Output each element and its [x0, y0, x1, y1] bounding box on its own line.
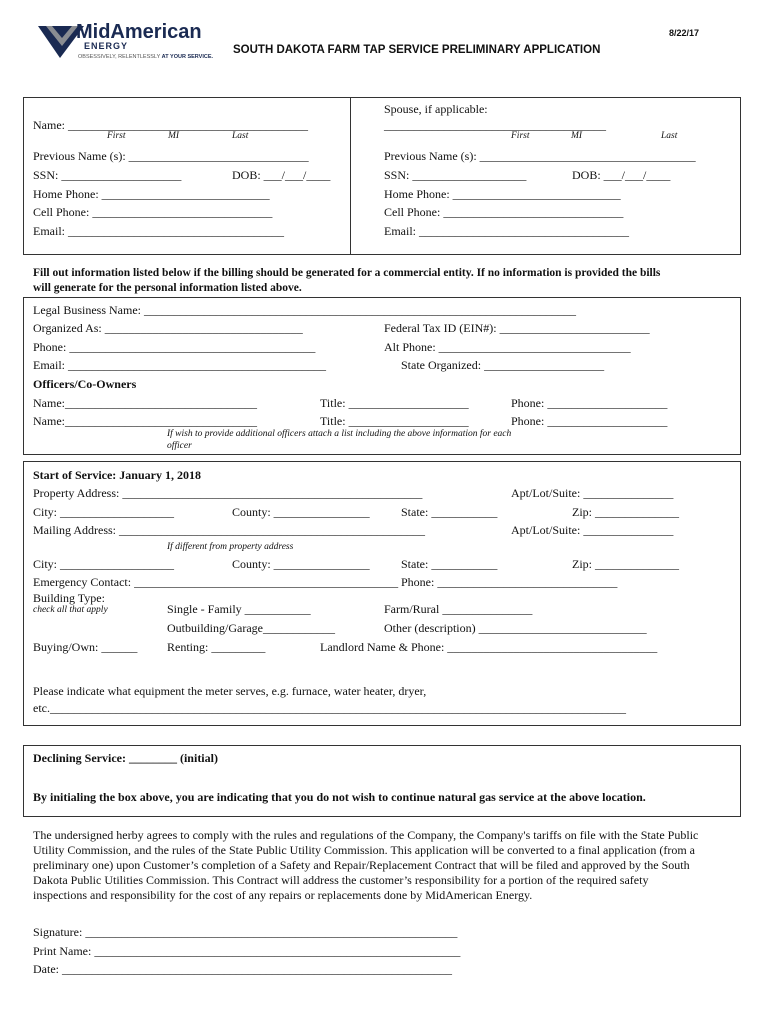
business-phone-field[interactable]: Phone: _________________________________________ [33, 340, 316, 354]
landlord-field[interactable]: Landlord Name & Phone: ___________________________________ [320, 640, 658, 654]
personal-divider [350, 97, 351, 255]
renting-field[interactable]: Renting: _________ [167, 640, 266, 654]
print-name-field[interactable]: Print Name: _____________________________________________________________ [33, 944, 461, 958]
property-apt-field[interactable]: Apt/Lot/Suite: _______________ [511, 486, 674, 500]
officer-note-line-1: If wish to provide additional officers attach a list including the above information for each [167, 429, 512, 439]
spouse-name-field[interactable]: _____________________________________ [384, 118, 606, 132]
officer-1-phone-field[interactable]: Phone: ____________________ [511, 396, 668, 410]
agreement-line-2: Utility Commission, and the rules of the State Public Utility Commission. This application will be converted to a final application (from a [33, 843, 696, 857]
logo-name: MidAmerican [76, 21, 202, 43]
declining-service-field[interactable]: Declining Service: ________ (initial) [33, 751, 218, 765]
spouse-first-label: First [511, 131, 530, 141]
agreement-line-3: preliminary one) upon Customer’s completion of a Safety and Repair/Replacement Contract that will be filed and approved by the South [33, 858, 690, 872]
spouse-ssn-field[interactable]: SSN: ___________________ [384, 168, 527, 182]
officers-heading: Officers/Co-Owners [33, 377, 137, 391]
date-code: 8/22/17 [669, 28, 700, 38]
officer-2-title-field[interactable]: Title: ____________________ [320, 414, 469, 428]
organized-as-field[interactable]: Organized As: _________________________________ [33, 321, 303, 335]
spouse-cell-phone-field[interactable]: Cell Phone: ______________________________ [384, 205, 624, 219]
spouse-heading: Spouse, if applicable: [384, 102, 488, 116]
property-state-field[interactable]: State: ___________ [401, 505, 498, 519]
agreement-line-1: The undersigned herby agrees to comply with the rules and regulations of the Company, the Company's tariffs on file with the State Public [33, 828, 699, 842]
officer-note-line-2: officer [167, 441, 192, 451]
dob-field[interactable]: DOB: ___/___/____ [232, 168, 331, 182]
ssn-field[interactable]: SSN: ____________________ [33, 168, 182, 182]
name-field[interactable]: Name: ________________________________________ [33, 118, 308, 132]
property-zip-field[interactable]: Zip: ______________ [572, 505, 679, 519]
cell-phone-field[interactable]: Cell Phone: ______________________________ [33, 205, 273, 219]
mailing-note: If different from property address [167, 542, 294, 552]
spouse-home-phone-field[interactable]: Home Phone: ____________________________ [384, 187, 621, 201]
spouse-mi-label: MI [571, 131, 583, 141]
email-field[interactable]: Email: ____________________________________ [33, 224, 284, 238]
previous-name-field[interactable]: Previous Name (s): ______________________________ [33, 149, 309, 163]
signature-field[interactable]: Signature: ______________________________________________________________ [33, 925, 458, 939]
single-family-option[interactable]: Single - Family ___________ [167, 602, 311, 616]
name-last-label: Last [232, 131, 249, 141]
farm-rural-option[interactable]: Farm/Rural _______________ [384, 602, 533, 616]
business-alt-phone-field[interactable]: Alt Phone: ________________________________ [384, 340, 631, 354]
ein-field[interactable]: Federal Tax ID (EIN#): _________________________ [384, 321, 650, 335]
equipment-question: Please indicate what equipment the meter serves, e.g. furnace, water heater, dryer, [33, 684, 427, 698]
mailing-zip-field[interactable]: Zip: ______________ [572, 557, 679, 571]
mailing-state-field[interactable]: State: ___________ [401, 557, 498, 571]
legal-business-name-field[interactable]: Legal Business Name: ________________________________________________________________________ [33, 303, 576, 317]
officer-1-name-field[interactable]: Name:________________________________ [33, 396, 257, 410]
mailing-city-field[interactable]: City: ___________________ [33, 557, 175, 571]
building-type-label: Building Type: [33, 591, 105, 605]
state-organized-field[interactable]: State Organized: ____________________ [401, 358, 605, 372]
other-option[interactable]: Other (description) ____________________________ [384, 621, 647, 635]
agreement-line-4: Dakota Public Utilities Commission. This Contract will address the customer’s responsibility for a portion of the required safety [33, 873, 649, 887]
logo [38, 22, 218, 64]
spouse-email-field[interactable]: Email: ___________________________________ [384, 224, 629, 238]
start-of-service: Start of Service: January 1, 2018 [33, 468, 201, 482]
officer-2-name-field[interactable]: Name:________________________________ [33, 414, 257, 428]
name-first-label: First [107, 131, 126, 141]
declining-statement: By initialing the box above, you are indicating that you do not wish to continue natural gas service at the above location. [33, 790, 646, 804]
spouse-last-label: Last [661, 131, 678, 141]
property-city-field[interactable]: City: ___________________ [33, 505, 175, 519]
outbuilding-option[interactable]: Outbuilding/Garage____________ [167, 621, 335, 635]
mailing-apt-field[interactable]: Apt/Lot/Suite: _______________ [511, 523, 674, 537]
home-phone-field[interactable]: Home Phone: ____________________________ [33, 187, 270, 201]
property-address-field[interactable]: Property Address: __________________________________________________ [33, 486, 423, 500]
logo-tagline: OBSESSIVELY, RELENTLESSLY AT YOUR SERVICE. [78, 54, 214, 60]
equipment-field[interactable]: etc.________________________________________________________________________________________________ [33, 701, 626, 715]
emergency-contact-field[interactable]: Emergency Contact: ____________________________________________ [33, 575, 399, 589]
emergency-phone-field[interactable]: Phone: ______________________________ [401, 575, 618, 589]
spouse-dob-field[interactable]: DOB: ___/___/____ [572, 168, 671, 182]
commercial-notice-line-1: Fill out information listed below if the billing should be generated for a commercial entity. If no information is provided the bills [33, 267, 661, 279]
spouse-previous-name-field[interactable]: Previous Name (s): ____________________________________ [384, 149, 696, 163]
officer-2-phone-field[interactable]: Phone: ____________________ [511, 414, 668, 428]
commercial-notice-line-2: will generate for the personal information listed above. [33, 282, 302, 294]
agreement-line-5: inspections and responsibility for the cost of any repairs or replacements done by MidAmerican Energy. [33, 888, 533, 902]
logo-sub: ENERGY [84, 41, 129, 51]
mailing-address-field[interactable]: Mailing Address: ___________________________________________________ [33, 523, 425, 537]
page-title: SOUTH DAKOTA FARM TAP SERVICE PRELIMINARY APPLICATION [233, 44, 601, 56]
property-county-field[interactable]: County: ________________ [232, 505, 370, 519]
mailing-county-field[interactable]: County: ________________ [232, 557, 370, 571]
business-email-field[interactable]: Email: ___________________________________________ [33, 358, 326, 372]
date-field[interactable]: Date: _________________________________________________________________ [33, 962, 452, 976]
buying-own-field[interactable]: Buying/Own: ______ [33, 640, 138, 654]
name-mi-label: MI [168, 131, 180, 141]
check-all-note: check all that apply [33, 605, 108, 615]
officer-1-title-field[interactable]: Title: ____________________ [320, 396, 469, 410]
